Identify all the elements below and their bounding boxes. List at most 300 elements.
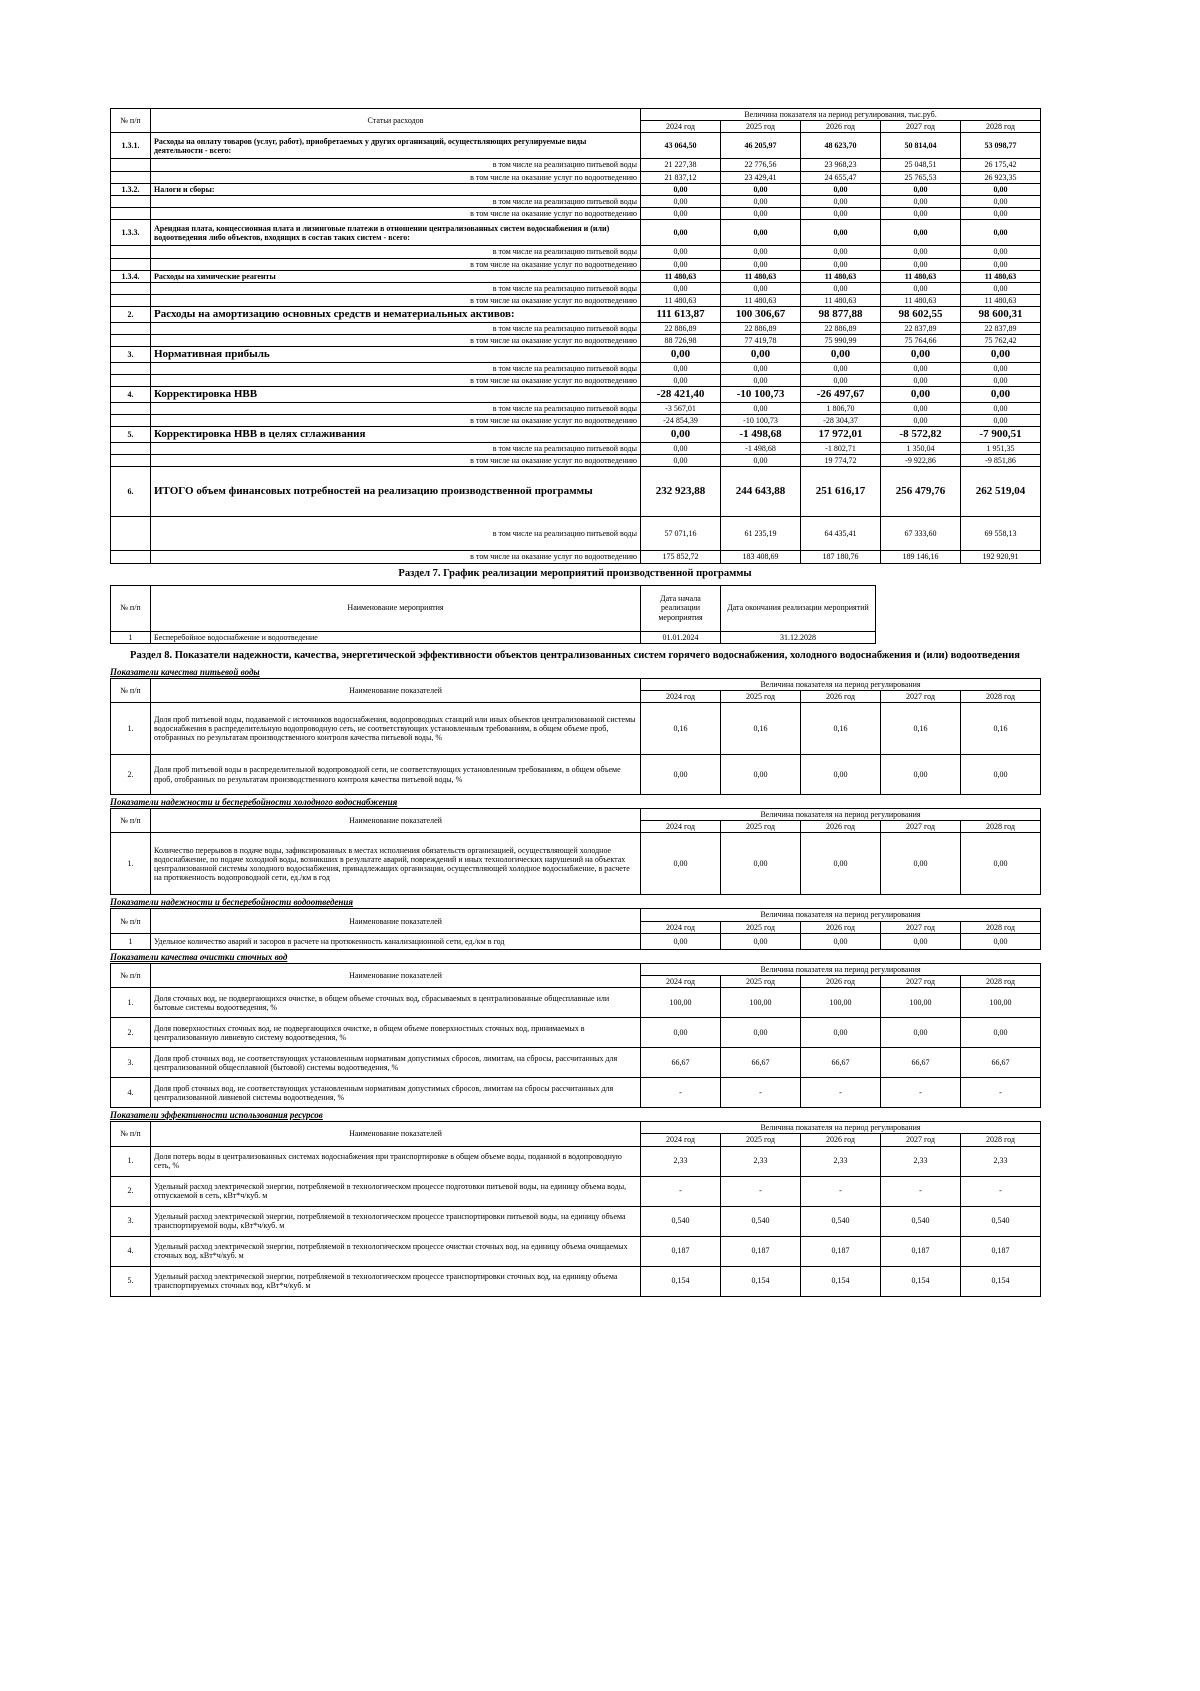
row-code bbox=[111, 282, 151, 294]
row-value: 66,67 bbox=[961, 1048, 1041, 1078]
row-num: 3. bbox=[111, 1048, 151, 1078]
row-name: Нормативная прибыль bbox=[151, 347, 641, 363]
table-row bbox=[111, 442, 1041, 454]
header-group: Величина показателя на период регулирования bbox=[641, 809, 1041, 821]
row-name: в том числе на реализацию питьевой воды bbox=[151, 282, 641, 294]
table-row bbox=[111, 427, 1041, 443]
row-name: в том числе на реализацию питьевой воды bbox=[151, 322, 641, 334]
row-value: 0,00 bbox=[721, 362, 801, 374]
row-num: 2. bbox=[111, 1176, 151, 1206]
row-code: 2. bbox=[111, 307, 151, 323]
table-row bbox=[111, 246, 1041, 258]
row-value: 0,187 bbox=[721, 1236, 801, 1266]
row-value: 0,540 bbox=[961, 1206, 1041, 1236]
row-name: Корректировка НВВ bbox=[151, 387, 641, 403]
row-value: 232 923,88 bbox=[641, 467, 721, 517]
row-name: Удельный расход электрической энергии, потребляемой в технологическом процессе подготовки питьевой воды, на единицу объема воды, отпускаемой в сеть, кВт*ч/куб. м bbox=[151, 1176, 641, 1206]
row-value: 11 480,63 bbox=[801, 270, 881, 282]
table-row bbox=[111, 362, 1041, 374]
table-row bbox=[111, 1206, 1041, 1236]
row-value: 262 519,04 bbox=[961, 467, 1041, 517]
row-value: 11 480,63 bbox=[721, 295, 801, 307]
row-value: 0,00 bbox=[961, 258, 1041, 270]
row-code bbox=[111, 415, 151, 427]
row-value: 0,00 bbox=[961, 282, 1041, 294]
indicators-header-row bbox=[111, 1122, 1041, 1134]
row-value: 0,00 bbox=[881, 415, 961, 427]
row-value: 69 558,13 bbox=[961, 517, 1041, 551]
row-name: в том числе на реализацию питьевой воды bbox=[151, 246, 641, 258]
row-value: - bbox=[801, 1176, 881, 1206]
row-num: 4. bbox=[111, 1236, 151, 1266]
table-row bbox=[111, 208, 1041, 220]
row-name: в том числе на оказание услуг по водоотведению bbox=[151, 171, 641, 183]
header-name: Наименование показателей bbox=[151, 963, 641, 987]
row-value: 1 806,70 bbox=[801, 402, 881, 414]
row-value: -7 900,51 bbox=[961, 427, 1041, 443]
row-value: 0,187 bbox=[801, 1236, 881, 1266]
header-year: 2027 год bbox=[881, 821, 961, 833]
row-value: 66,67 bbox=[641, 1048, 721, 1078]
row-value: 192 920,91 bbox=[961, 551, 1041, 563]
row-value: 0,00 bbox=[961, 387, 1041, 403]
row-value: 0,16 bbox=[721, 703, 801, 755]
row-value: -9 922,86 bbox=[881, 455, 961, 467]
header-year: 2028 год bbox=[961, 121, 1041, 133]
row-value: 0,00 bbox=[881, 1018, 961, 1048]
indicators-table bbox=[110, 808, 1041, 895]
row-value: 0,00 bbox=[881, 347, 961, 363]
row-name: Удельный расход электрической энергии, потребляемой в технологическом процессе очистки сточных вод, на единицу объема очищаемых сточных вод, кВт*ч/куб. м bbox=[151, 1236, 641, 1266]
document-page bbox=[110, 108, 1040, 1297]
row-code: 4. bbox=[111, 387, 151, 403]
row-value: 98 602,55 bbox=[881, 307, 961, 323]
row-code bbox=[111, 258, 151, 270]
row-value: 244 643,88 bbox=[721, 467, 801, 517]
row-value: 0,00 bbox=[881, 375, 961, 387]
row-name: в том числе на оказание услуг по водоотведению bbox=[151, 415, 641, 427]
row-code bbox=[111, 362, 151, 374]
header-year: 2025 год bbox=[721, 1134, 801, 1146]
row-value: 0,540 bbox=[881, 1206, 961, 1236]
row-num: 3. bbox=[111, 1206, 151, 1236]
header-num: № п/п bbox=[111, 109, 151, 133]
row-code bbox=[111, 375, 151, 387]
row-value: 0,00 bbox=[961, 933, 1041, 949]
row-value: 0,00 bbox=[801, 220, 881, 246]
row-value: 0,00 bbox=[881, 195, 961, 207]
indicators-header-row bbox=[111, 963, 1041, 975]
header-group: Величина показателя на период регулирования bbox=[641, 909, 1041, 921]
row-name: в том числе на оказание услуг по водоотведению bbox=[151, 208, 641, 220]
schedule-header-start: Дата начала реализации мероприятия bbox=[641, 585, 721, 631]
row-value: -28 421,40 bbox=[641, 387, 721, 403]
row-value: -8 572,82 bbox=[881, 427, 961, 443]
row-value: 0,16 bbox=[641, 703, 721, 755]
row-value: 0,00 bbox=[961, 375, 1041, 387]
row-value: 0,00 bbox=[801, 1018, 881, 1048]
row-value: 23 968,23 bbox=[801, 159, 881, 171]
block-title: Показатели качества очистки сточных вод bbox=[110, 951, 288, 962]
row-value: 100,00 bbox=[801, 988, 881, 1018]
row-code bbox=[111, 208, 151, 220]
row-value: 111 613,87 bbox=[641, 307, 721, 323]
row-name: в том числе на реализацию питьевой воды bbox=[151, 402, 641, 414]
row-name: Расходы на амортизацию основных средств и нематериальных активов: bbox=[151, 307, 641, 323]
row-name: в том числе на реализацию питьевой воды bbox=[151, 442, 641, 454]
row-value: 0,00 bbox=[721, 258, 801, 270]
row-code bbox=[111, 335, 151, 347]
schedule-header-num: № п/п bbox=[111, 585, 151, 631]
row-value: 0,00 bbox=[881, 833, 961, 895]
row-value: 0,540 bbox=[641, 1206, 721, 1236]
row-value: 0,00 bbox=[801, 755, 881, 795]
row-value: 0,00 bbox=[641, 362, 721, 374]
row-num: 2. bbox=[111, 1018, 151, 1048]
header-num: № п/п bbox=[111, 909, 151, 933]
row-value: 0,16 bbox=[961, 703, 1041, 755]
row-value: 11 480,63 bbox=[881, 295, 961, 307]
row-value: 11 480,63 bbox=[961, 270, 1041, 282]
row-value: 0,00 bbox=[881, 220, 961, 246]
row-value: 23 429,41 bbox=[721, 171, 801, 183]
header-year: 2025 год bbox=[721, 121, 801, 133]
row-value: 26 175,42 bbox=[961, 159, 1041, 171]
table-row bbox=[111, 415, 1041, 427]
row-value: - bbox=[721, 1078, 801, 1108]
row-value: 46 205,97 bbox=[721, 133, 801, 159]
row-name: в том числе на реализацию питьевой воды bbox=[151, 195, 641, 207]
row-code bbox=[111, 295, 151, 307]
table-row bbox=[111, 517, 1041, 551]
row-value: 21 227,38 bbox=[641, 159, 721, 171]
row-value: - bbox=[641, 1176, 721, 1206]
row-name: в том числе на оказание услуг по водоотведению bbox=[151, 258, 641, 270]
row-value: - bbox=[961, 1176, 1041, 1206]
table-row bbox=[111, 171, 1041, 183]
schedule-row-start: 01.01.2024 bbox=[641, 631, 721, 643]
row-value: 0,00 bbox=[801, 833, 881, 895]
header-num: № п/п bbox=[111, 1122, 151, 1146]
row-value: 24 655,47 bbox=[801, 171, 881, 183]
row-num: 1. bbox=[111, 1146, 151, 1176]
row-value: 0,187 bbox=[961, 1236, 1041, 1266]
indicators-blocks bbox=[110, 667, 1040, 1297]
table-row bbox=[111, 282, 1041, 294]
row-value: 251 616,17 bbox=[801, 467, 881, 517]
row-value: 0,540 bbox=[721, 1206, 801, 1236]
row-value: 22 837,89 bbox=[881, 322, 961, 334]
row-name: Доля поверхностных сточных вод, не подвергающихся очистке, в общем объеме поверхностных сточных вод, принимаемых в централизованную ливневую систему водоотведения, % bbox=[151, 1018, 641, 1048]
header-year: 2024 год bbox=[641, 1134, 721, 1146]
row-name: Арендная плата, концессионная плата и лизинговые платежи в отношении централизованных систем водоснабжения и (или) водоотведения либо объектов, входящих в состав таких систем - всего: bbox=[151, 220, 641, 246]
row-code bbox=[111, 455, 151, 467]
row-code: 6. bbox=[111, 467, 151, 517]
header-year: 2025 год bbox=[721, 921, 801, 933]
section-7-title: Раздел 7. График реализации мероприятий производственной программы bbox=[398, 567, 752, 579]
row-value: 0,00 bbox=[801, 347, 881, 363]
header-year: 2027 год bbox=[881, 921, 961, 933]
row-value: 256 479,76 bbox=[881, 467, 961, 517]
row-name: Количество перерывов в подаче воды, зафиксированных в местах исполнения обязательств организацией, осуществляющей холодное водоснабжение, по подаче холодной воды, возникших в результате аварий, повреждений и иных технологических нарушений на объектах централизованной системы холодного водоснабжения, принадлежащих организации, осуществляющей холодное водоснабжение, в расчете на протяженность водопроводной сети, ед./км в год bbox=[151, 833, 641, 895]
header-year: 2026 год bbox=[801, 976, 881, 988]
row-name: Удельный расход электрической энергии, потребляемой в технологическом процессе транспортировки сточных вод, на единицу объема транспортируемых сточных вод, кВт*ч/куб. м bbox=[151, 1266, 641, 1296]
row-name: ИТОГО объем финансовых потребностей на реализацию производственной программы bbox=[151, 467, 641, 517]
row-value: 0,00 bbox=[721, 755, 801, 795]
row-value: 0,00 bbox=[641, 246, 721, 258]
row-value: 0,00 bbox=[721, 282, 801, 294]
row-value: -10 100,73 bbox=[721, 387, 801, 403]
table-row bbox=[111, 375, 1041, 387]
header-year: 2026 год bbox=[801, 121, 881, 133]
table-row bbox=[111, 1018, 1041, 1048]
table-row bbox=[111, 195, 1041, 207]
row-name: Доля потерь воды в централизованных системах водоснабжения при транспортировке в общем объеме воды, поданной в водопроводную сеть, % bbox=[151, 1146, 641, 1176]
row-name: Корректировка НВВ в целях сглаживания bbox=[151, 427, 641, 443]
row-value: 0,00 bbox=[961, 347, 1041, 363]
header-year: 2025 год bbox=[721, 976, 801, 988]
header-year: 2026 год bbox=[801, 921, 881, 933]
row-value: 26 923,35 bbox=[961, 171, 1041, 183]
table-row bbox=[111, 295, 1041, 307]
header-name: Наименование показателей bbox=[151, 678, 641, 702]
table-row bbox=[111, 402, 1041, 414]
table-row bbox=[111, 933, 1041, 949]
row-value: 75 762,42 bbox=[961, 335, 1041, 347]
table-row bbox=[111, 159, 1041, 171]
row-value: 0,187 bbox=[881, 1236, 961, 1266]
row-code: 1.3.2. bbox=[111, 183, 151, 195]
row-value: 66,67 bbox=[801, 1048, 881, 1078]
table-row bbox=[111, 1146, 1041, 1176]
section-8-title: Раздел 8. Показатели надежности, качества, энергетической эффективности объектов централизованных систем горячего водоснабжения, холодного водоснабжения и (или) водоотведения bbox=[130, 649, 1020, 661]
row-code bbox=[111, 402, 151, 414]
row-value: 2,33 bbox=[721, 1146, 801, 1176]
row-value: 0,00 bbox=[961, 415, 1041, 427]
row-value: 100,00 bbox=[881, 988, 961, 1018]
indicators-table bbox=[110, 678, 1041, 795]
row-code: 5. bbox=[111, 427, 151, 443]
indicators-header-row bbox=[111, 809, 1041, 821]
row-name: в том числе на реализацию питьевой воды bbox=[151, 362, 641, 374]
indicators-header-row bbox=[111, 678, 1041, 690]
table-row bbox=[111, 755, 1041, 795]
row-value: 0,00 bbox=[641, 258, 721, 270]
row-value: 100,00 bbox=[721, 988, 801, 1018]
indicators-header-row bbox=[111, 909, 1041, 921]
table-row bbox=[111, 322, 1041, 334]
header-year: 2028 год bbox=[961, 921, 1041, 933]
row-value: 0,00 bbox=[641, 427, 721, 443]
row-code bbox=[111, 517, 151, 551]
table-row bbox=[111, 467, 1041, 517]
row-value: 0,00 bbox=[641, 195, 721, 207]
row-name: в том числе на оказание услуг по водоотведению bbox=[151, 375, 641, 387]
header-num: № п/п bbox=[111, 678, 151, 702]
row-name: в том числе на оказание услуг по водоотведению bbox=[151, 335, 641, 347]
row-value: 0,00 bbox=[881, 258, 961, 270]
row-value: 100 306,67 bbox=[721, 307, 801, 323]
table-row bbox=[111, 133, 1041, 159]
row-value: 66,67 bbox=[721, 1048, 801, 1078]
header-num: № п/п bbox=[111, 809, 151, 833]
row-name: Расходы на химические реагенты bbox=[151, 270, 641, 282]
row-value: -9 851,86 bbox=[961, 455, 1041, 467]
row-value: - bbox=[961, 1078, 1041, 1108]
table-row bbox=[111, 183, 1041, 195]
row-code bbox=[111, 442, 151, 454]
schedule-row-end: 31.12.2028 bbox=[721, 631, 876, 643]
row-value: 0,00 bbox=[721, 933, 801, 949]
schedule-header-name: Наименование мероприятия bbox=[151, 585, 641, 631]
schedule-header-end: Дата окончания реализации мероприятий bbox=[721, 585, 876, 631]
row-value: 0,00 bbox=[961, 833, 1041, 895]
row-name: Доля проб питьевой воды, подаваемой с источников водоснабжения, водопроводных станций или иных объектов централизованной системы водоснабжения в распределительную водопроводную сеть, не соответствующих установленным требованиям, в общем объеме проб, отобранных по результатам производственного контроля качества питьевой воды, % bbox=[151, 703, 641, 755]
schedule-row-num: 1 bbox=[111, 631, 151, 643]
row-value: 0,00 bbox=[801, 208, 881, 220]
table-row bbox=[111, 1176, 1041, 1206]
row-value: 0,00 bbox=[801, 246, 881, 258]
row-name: Доля сточных вод, не подвергающихся очистке, в общем объеме сточных вод, сбрасываемых в централизованные общесплавные или бытовые системы водоотведения, % bbox=[151, 988, 641, 1018]
row-value: 0,187 bbox=[641, 1236, 721, 1266]
row-value: 0,00 bbox=[801, 375, 881, 387]
row-name: в том числе на оказание услуг по водоотведению bbox=[151, 295, 641, 307]
row-value: -1 498,68 bbox=[721, 427, 801, 443]
row-value: 22 776,56 bbox=[721, 159, 801, 171]
row-value: 88 726,98 bbox=[641, 335, 721, 347]
row-value: 0,00 bbox=[721, 246, 801, 258]
table-row bbox=[111, 551, 1041, 563]
row-value: 0,00 bbox=[641, 755, 721, 795]
row-value: 11 480,63 bbox=[961, 295, 1041, 307]
row-code bbox=[111, 159, 151, 171]
row-value: 64 435,41 bbox=[801, 517, 881, 551]
row-value: 75 990,99 bbox=[801, 335, 881, 347]
header-group: Величина показателя на период регулирования bbox=[641, 1122, 1041, 1134]
row-value: 43 064,50 bbox=[641, 133, 721, 159]
row-value: 25 048,51 bbox=[881, 159, 961, 171]
block-title: Показатели надежности и бесперебойности водоотведения bbox=[110, 897, 354, 908]
row-value: 175 852,72 bbox=[641, 551, 721, 563]
row-value: 0,16 bbox=[881, 703, 961, 755]
table-row bbox=[111, 1266, 1041, 1296]
row-name: Удельный расход электрической энергии, потребляемой в технологическом процессе транспортировки питьевой воды, на единицу объема транспортируемой воды, кВт*ч/куб. м bbox=[151, 1206, 641, 1236]
row-value: 11 480,63 bbox=[721, 270, 801, 282]
row-value: 189 146,16 bbox=[881, 551, 961, 563]
row-value: - bbox=[801, 1078, 881, 1108]
row-value: 53 098,77 bbox=[961, 133, 1041, 159]
row-code: 1.3.1. bbox=[111, 133, 151, 159]
header-year: 2028 год bbox=[961, 1134, 1041, 1146]
row-value: 57 071,16 bbox=[641, 517, 721, 551]
row-value: 0,154 bbox=[881, 1266, 961, 1296]
row-value: -24 854,39 bbox=[641, 415, 721, 427]
row-value: 0,00 bbox=[721, 347, 801, 363]
header-year: 2027 год bbox=[881, 690, 961, 702]
row-value: 0,00 bbox=[881, 387, 961, 403]
table-row bbox=[111, 335, 1041, 347]
row-num: 4. bbox=[111, 1078, 151, 1108]
row-name: в том числе на оказание услуг по водоотведению bbox=[151, 551, 641, 563]
row-value: 100,00 bbox=[961, 988, 1041, 1018]
row-value: 0,154 bbox=[721, 1266, 801, 1296]
row-value: 0,00 bbox=[961, 220, 1041, 246]
row-value: 0,00 bbox=[641, 208, 721, 220]
row-value: - bbox=[721, 1176, 801, 1206]
row-value: 61 235,19 bbox=[721, 517, 801, 551]
row-value: -1 802,71 bbox=[801, 442, 881, 454]
row-name: в том числе на реализацию питьевой воды bbox=[151, 517, 641, 551]
indicators-table bbox=[110, 1121, 1041, 1296]
row-name: Налоги и сборы: bbox=[151, 183, 641, 195]
row-value: 0,00 bbox=[801, 282, 881, 294]
row-value: 0,00 bbox=[641, 933, 721, 949]
row-value: 21 837,12 bbox=[641, 171, 721, 183]
row-value: 0,00 bbox=[641, 455, 721, 467]
row-value: 0,00 bbox=[881, 362, 961, 374]
row-name: Расходы на оплату товаров (услуг, работ), приобретаемых у других организаций, осуществляющих регулируемые виды деятельности - всего: bbox=[151, 133, 641, 159]
row-value: -26 497,67 bbox=[801, 387, 881, 403]
row-value: 0,00 bbox=[721, 220, 801, 246]
row-value: 0,00 bbox=[961, 246, 1041, 258]
row-value: -10 100,73 bbox=[721, 415, 801, 427]
row-value: 0,00 bbox=[961, 183, 1041, 195]
header-name: Статьи расходов bbox=[151, 109, 641, 133]
table-row bbox=[111, 1236, 1041, 1266]
header-year: 2025 год bbox=[721, 821, 801, 833]
row-value: 2,33 bbox=[641, 1146, 721, 1176]
row-code: 1.3.4. bbox=[111, 270, 151, 282]
row-name: Доля проб питьевой воды в распределительной водопроводной сети, не соответствующих установленным требованиям, в общем объеме проб, отобранных по результатам производственного контроля качества питьевой воды, % bbox=[151, 755, 641, 795]
row-value: 0,00 bbox=[801, 195, 881, 207]
block-title: Показатели надежности и бесперебойности холодного водоснабжения bbox=[110, 797, 398, 808]
row-name: Удельное количество аварий и засоров в расчете на протяженность канализационной сети, ед./км в год bbox=[151, 933, 641, 949]
schedule-row-name: Бесперебойное водоснабжение и водоотведение bbox=[151, 631, 641, 643]
row-value: 22 886,89 bbox=[721, 322, 801, 334]
row-value: 19 774,72 bbox=[801, 455, 881, 467]
header-group: Величина показателя на период регулирования bbox=[641, 678, 1041, 690]
row-value: 66,67 bbox=[881, 1048, 961, 1078]
row-value: 0,00 bbox=[721, 183, 801, 195]
row-value: 0,00 bbox=[881, 933, 961, 949]
header-year: 2026 год bbox=[801, 690, 881, 702]
indicators-table bbox=[110, 908, 1041, 949]
row-value: 50 814,04 bbox=[881, 133, 961, 159]
row-value: 0,00 bbox=[721, 455, 801, 467]
row-value: 0,00 bbox=[961, 195, 1041, 207]
row-value: 0,00 bbox=[801, 933, 881, 949]
row-value: -3 567,01 bbox=[641, 402, 721, 414]
row-value: 0,00 bbox=[641, 442, 721, 454]
table-row bbox=[111, 1078, 1041, 1108]
row-value: 77 419,78 bbox=[721, 335, 801, 347]
header-year: 2027 год bbox=[881, 976, 961, 988]
row-value: 0,00 bbox=[961, 402, 1041, 414]
row-value: 0,00 bbox=[801, 183, 881, 195]
row-value: 0,00 bbox=[881, 183, 961, 195]
row-value: 0,00 bbox=[721, 402, 801, 414]
table-row bbox=[111, 988, 1041, 1018]
row-num: 1. bbox=[111, 833, 151, 895]
header-name: Наименование показателей bbox=[151, 809, 641, 833]
row-value: - bbox=[641, 1078, 721, 1108]
header-name: Наименование показателей bbox=[151, 909, 641, 933]
row-name: в том числе на реализацию питьевой воды bbox=[151, 159, 641, 171]
table-row bbox=[111, 833, 1041, 895]
header-year: 2026 год bbox=[801, 1134, 881, 1146]
header-year: 2027 год bbox=[881, 121, 961, 133]
row-num: 1 bbox=[111, 933, 151, 949]
